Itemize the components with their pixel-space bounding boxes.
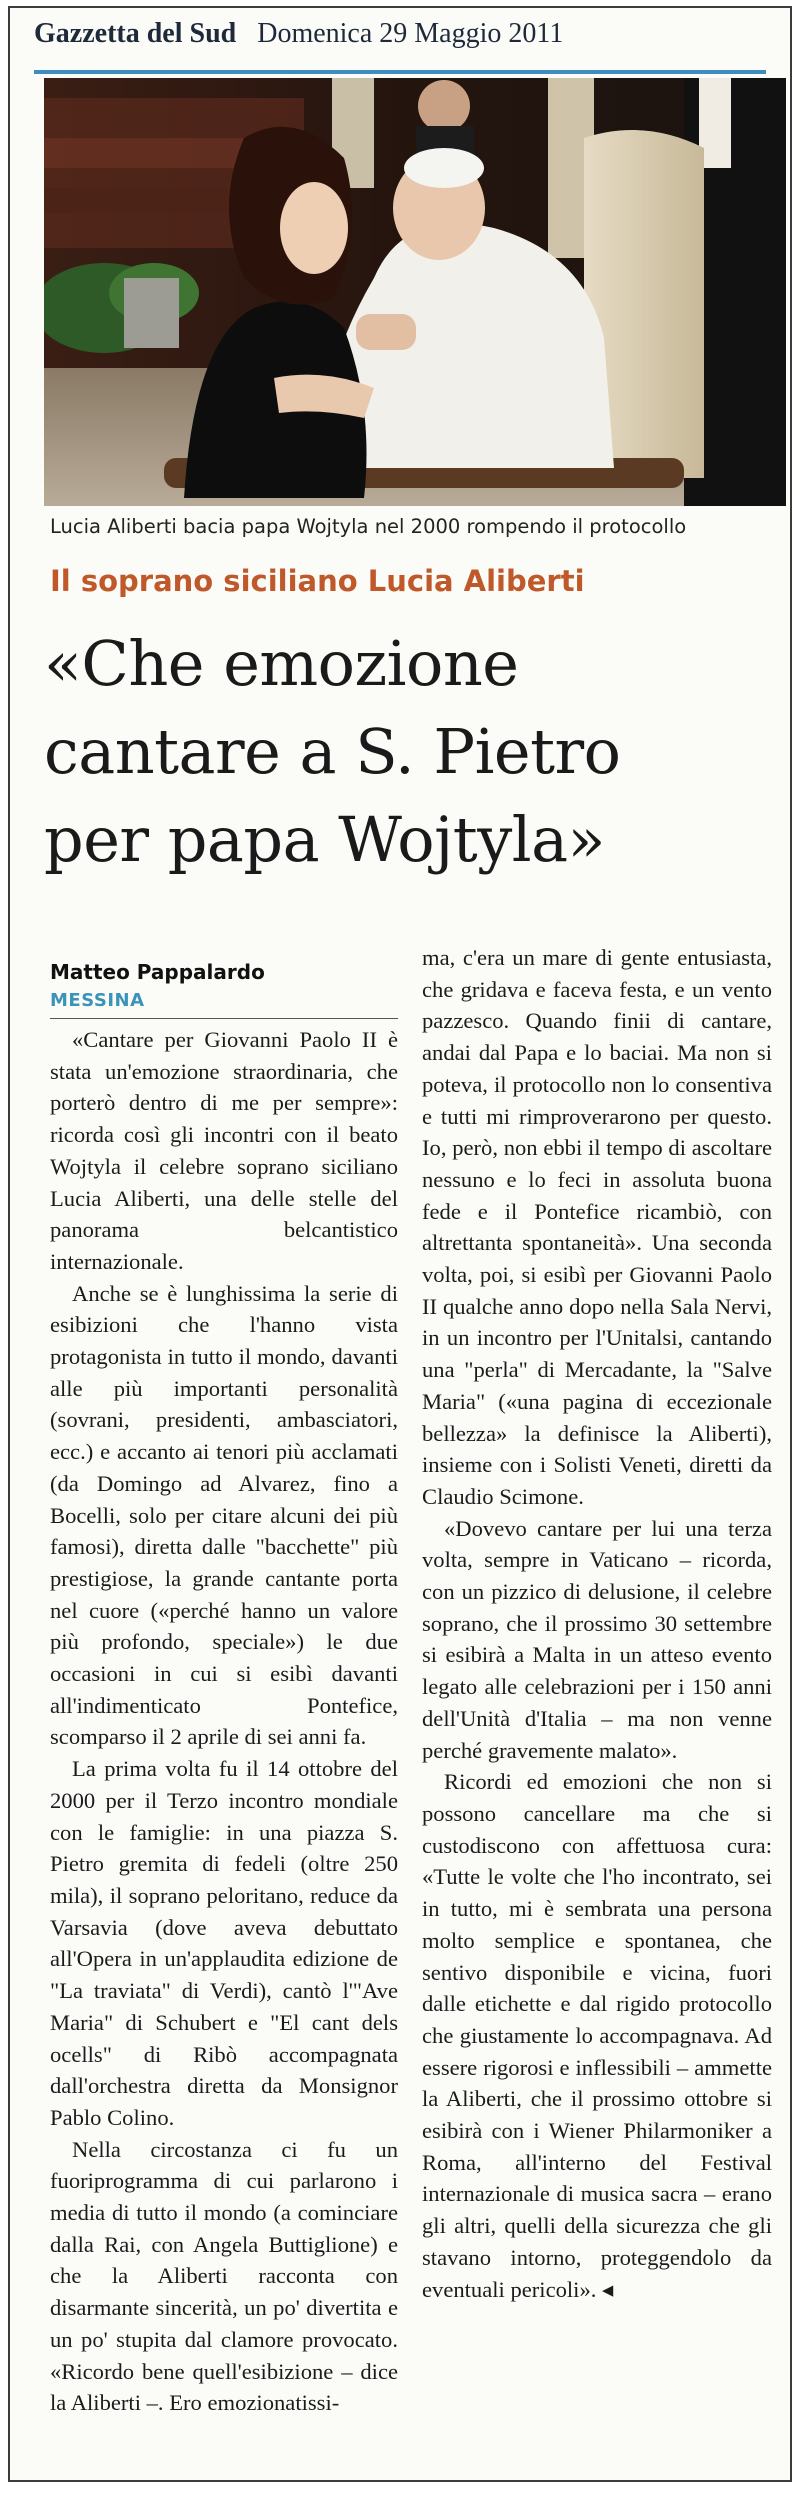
article-headline (44, 620, 784, 884)
paragraph: La prima volta fu il 14 ottobre del 2000 per il Terzo incontro mondiale con le famiglie: in una piazza S. Pietro gremita di fedeli (oltre 250 mila), il soprano peloritano, reduce da Varsavia (dove aveva debuttato all'Opera in un'applaudita edizione de "La traviata" di Verdi), cantò l'"Ave Maria" di Schubert e "El cant dels ocells" di Ribò accompagnata dall'orchestra diretta da Monsignor Pablo Colino. (50, 1756, 398, 2130)
dateline-place: MESSINA (50, 990, 145, 1011)
headline-line: per papa Wojtyla» (44, 803, 605, 876)
masthead (34, 18, 766, 54)
publication-date: Domenica 29 Maggio 2011 (257, 18, 564, 49)
article-column-2 (422, 942, 772, 2305)
paragraph: «Dovevo cantare per lui una terza volta, sempre in Vaticano – ricorda, con un pizzico di delusione, il celebre soprano, che il prossimo 30 settembre si esibirà a Malta in un atteso evento legato alle celebrazioni per i 150 anni dell'Unità d'Italia – ma non venne perché gravemente malato». (422, 1515, 772, 1763)
article-column-1 (50, 1024, 398, 2419)
headline-line: cantare a S. Pietro (44, 715, 621, 788)
headline-line: «Che emozione (44, 627, 519, 700)
photo-caption: Lucia Aliberti bacia papa Wojtyla nel 2000 rompendo il protocollo (50, 515, 687, 538)
paragraph: Nella circostanza ci fu un fuoriprogramma di cui parlarono i media di tutto il mondo (a cominciare dalla Rai, con Angela Buttiglione) e che la Aliberti racconta con disarmante sincerità, un po' divertita e un po' stupita dal clamore provocato. «Ricordo bene quell'esibizione – dice la Aliberti –. Ero emozionatissi- (50, 2136, 398, 2416)
author-name: Matteo Pappalardo (50, 960, 265, 984)
paragraph: Anche se è lunghissima la serie di esibizioni che l'hanno vista protagonista in tutto il mondo, davanti alle più importanti personalità (sovrani, presidenti, ambasciatori, ecc.) e accanto ai tenori più acclamati (da Domingo ad Alvarez, fino a Bocelli, solo per citare alcuni dei più famosi), diretta dalle "bacchette" più prestigiose, la grande cantante porta nel cuore («perché hanno un valore più profondo, speciale») le due occasioni in cui si esibì davanti all'indimenticato Pontefice, scomparso il 2 aprile di sei anni fa. (50, 1280, 398, 1750)
byline-rule (50, 1018, 398, 1019)
paragraph: ma, c'era un mare di gente entusiasta, che gridava e faceva festa, e un vento pazzesco. Quando finii di cantare, andai dal Papa e lo baciai. Ma non si poteva, il protocollo non lo consentiva e tutti mi rimproverarono per questo. Io, però, non ebbi il tempo di ascoltare nessuno e lo feci in assoluta buona fede e il Pontefice ricambiò, con altrettanta spontaneità». Una seconda volta, poi, si esibì per Giovanni Paolo II qualche anno dopo nella Sala Nervi, in un incontro per l'Unitalsi, cantando una "perla" di Mercadante, la "Salve Maria" («una pagina di eccezionale bellezza» la definisce la Aliberti), insieme con i Solisti Veneti, diretti da Claudio Scimone. (422, 945, 772, 1509)
paragraph: «Cantare per Giovanni Paolo II è stata un'emozione straordinaria, che porterò dentro di me per sempre»: ricorda così gli incontri con il beato Wojtyla il celebre soprano siciliano Lucia Aliberti, una delle stelle del panorama belcantistico internazionale. (50, 1027, 398, 1274)
newspaper-clipping (8, 6, 792, 2482)
byline (50, 960, 265, 1011)
paragraph: Ricordi ed emozioni che non si possono cancellare ma che si custodiscono con affettuosa cura: «Tutte le volte che l'ho incontrato, sei in tutto, mi è sembrata una persona molto semplice e spontanea, che sentivo disponibile e vicina, fuori dalle etichette e dal rigido protocollo che giustamente lo accompagnava. Ad essere rigorosi e inflessibili – ammette la Aliberti, che il prossimo ottobre si esibirà con i Wiener Philarmoniker a Roma, all'interno del Festival internazionale di musica sacra – erano gli altri, quelli della sicurezza che gli stavano intorno, proteggendolo da eventuali pericoli». ◂ (422, 1769, 772, 2302)
masthead-rule (34, 70, 766, 74)
photo-illustration (44, 78, 786, 506)
article-kicker: Il soprano siciliano Lucia Aliberti (50, 564, 585, 598)
article-photo (44, 78, 786, 506)
newspaper-name: Gazzetta del Sud (34, 18, 237, 49)
